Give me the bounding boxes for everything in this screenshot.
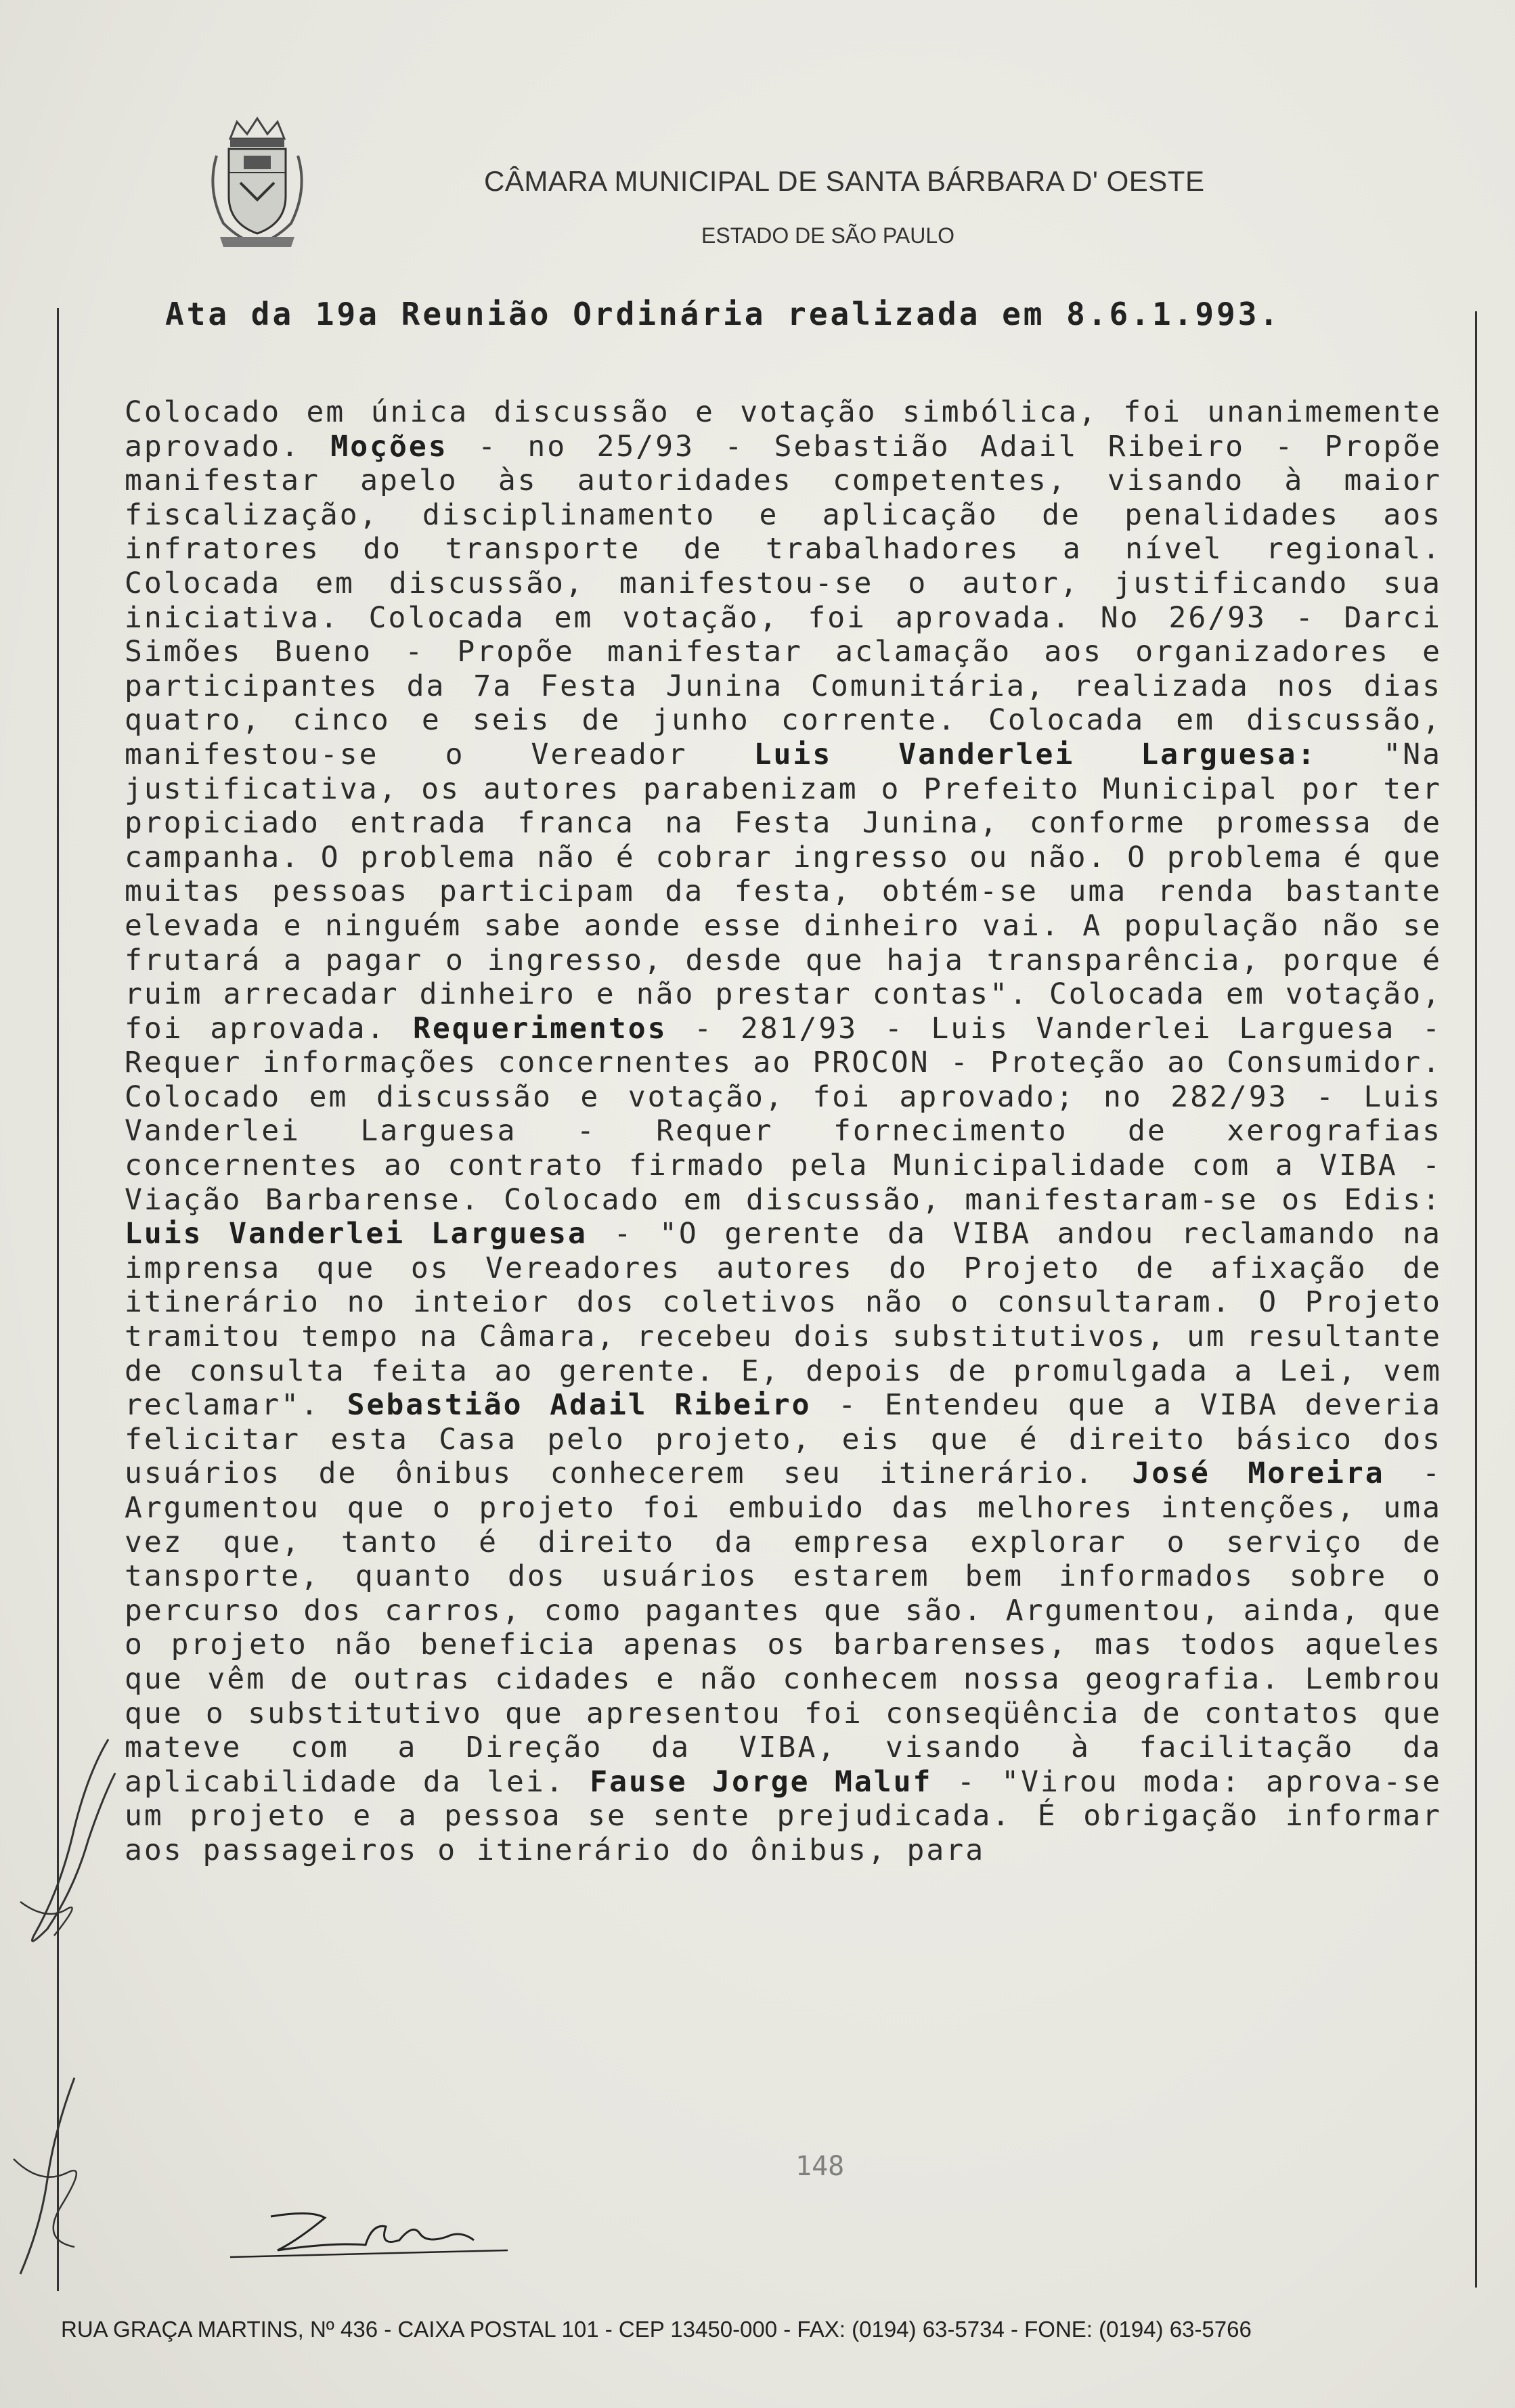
municipal-coat-of-arms-icon bbox=[203, 115, 311, 250]
minutes-text-segment: "Na justificativa, os autores parabenizam o Prefeito Municipal por ter propiciado entrada franca na Festa Junina, conforme promessa de campanha. O problema não é cobrar ingresso ou não. O problema é que muitas pessoas participam da festa, obtém-se uma renda bastante elevada e ninguém sabe aonde esse dinheiro vai. A população não se frutará a pagar o ingresso, desde que haja transparência, porque é ruim arrecadar dinheiro e não prestar contas". Colocada em votação, foi aprovada. bbox=[125, 737, 1442, 1046]
right-margin-rule bbox=[1475, 311, 1477, 2288]
left-margin-rule bbox=[57, 308, 59, 2291]
page-number-stamp: 148 bbox=[795, 2151, 845, 2182]
state-name: ESTADO DE SÃO PAULO bbox=[701, 223, 955, 248]
speaker-name: Luis Vanderlei Larguesa: bbox=[753, 737, 1317, 772]
minutes-text-segment: - Entendeu que a VIBA deveria felicitar esta Casa pelo projeto, eis que é direito básico dos usuários de ônibus conhecerem seu itinerário. bbox=[125, 1388, 1442, 1491]
speaker-name: Fause Jorge Maluf bbox=[590, 1764, 933, 1799]
minutes-text-segment: - no 25/93 - Sebastião Adail Ribeiro - Propõe manifestar apelo às autoridades competentes, visando à maior fiscalização, disciplinamento e aplicação de penalidades aos infratores do transporte de trabalhadores a nível regional. Colocada em discussão, manifestou-se o autor, justificando sua iniciativa. Colocada em votação, foi aprovada. No 26/93 - Darci Simões Bueno - Propõe manifestar aclamação aos organizadores e participantes da 7a Festa Junina Comunitária, realizada nos dias quatro, cinco e seis de junho corrente. Colocada em discussão, manifestou-se o Vereador bbox=[125, 429, 1442, 772]
footer-address: RUA GRAÇA MARTINS, Nº 436 - CAIXA POSTAL 101 - CEP 13450-000 - FAX: (0194) 63-5734 - FONE: (0194) 63-5766 bbox=[61, 2317, 1252, 2342]
minutes-text-segment: - 281/93 - Luis Vanderlei Larguesa - Requer informações concernentes ao PROCON - Proteção ao Consumidor. Colocado em discussão e votação, foi aprovado; no 282/93 - Luis Vanderlei Larguesa - Requer fornecimento de xerografias concernentes ao contrato firmado pela Municipalidade com a VIBA - Viação Barbarense. Colocado em discussão, manifestaram-se os Edis: bbox=[125, 1011, 1442, 1217]
minutes-body-text bbox=[125, 395, 1442, 1868]
speaker-name: Sebastião Adail Ribeiro bbox=[347, 1388, 812, 1423]
speaker-name: Luis Vanderlei Larguesa bbox=[125, 1217, 588, 1251]
bottom-signature-icon bbox=[230, 2203, 514, 2264]
margin-initials-icon bbox=[0, 2071, 108, 2288]
margin-signature-icon bbox=[7, 1733, 129, 1963]
minutes-title: Ata da 19a Reunião Ordinária realizada em 8.6.1.993. bbox=[165, 296, 1281, 332]
minutes-text-segment: Colocado em única discussão e votação simbólica, foi unanimemente aprovado. bbox=[125, 395, 1442, 464]
institution-name: CÂMARA MUNICIPAL DE SANTA BÁRBARA D' OESTE bbox=[484, 165, 1205, 197]
minutes-text-segment: - Argumentou que o projeto foi embuido das melhores intenções, uma vez que, tanto é direito da empresa explorar o serviço de tansporte, quanto dos usuários estarem bem informados sobre o percurso dos carros, como pagantes que são. Argumentou, ainda, que o projeto não beneficia apenas os barbarenses, mas todos aqueles que vêm de outras cidades e não conhecem nossa geografia. Lembrou que o substitutivo que apresentou foi conseqüência de contatos que mateve com a Direção da VIBA, visando à facilitação da aplicabilidade da lei. bbox=[125, 1456, 1442, 1799]
minutes-text-segment: - "Virou moda: aprova-se um projeto e a pessoa se sente prejudicada. É obrigação informar aos passageiros o itinerário do ônibus, para bbox=[125, 1764, 1442, 1867]
speaker-name: Moções bbox=[330, 429, 448, 464]
speaker-name: Requerimentos bbox=[413, 1011, 667, 1046]
minutes-text-segment: - "O gerente da VIBA andou reclamando na imprensa que os Vereadores autores do Projeto de afixação de itinerário no inteior dos coletivos não o consultaram. O Projeto tramitou tempo na Câmara, recebeu dois substitutivos, um resultante de consulta feita ao gerente. E, depois de promulgada a Lei, vem reclamar". bbox=[125, 1217, 1442, 1423]
speaker-name: José Moreira bbox=[1132, 1456, 1385, 1491]
